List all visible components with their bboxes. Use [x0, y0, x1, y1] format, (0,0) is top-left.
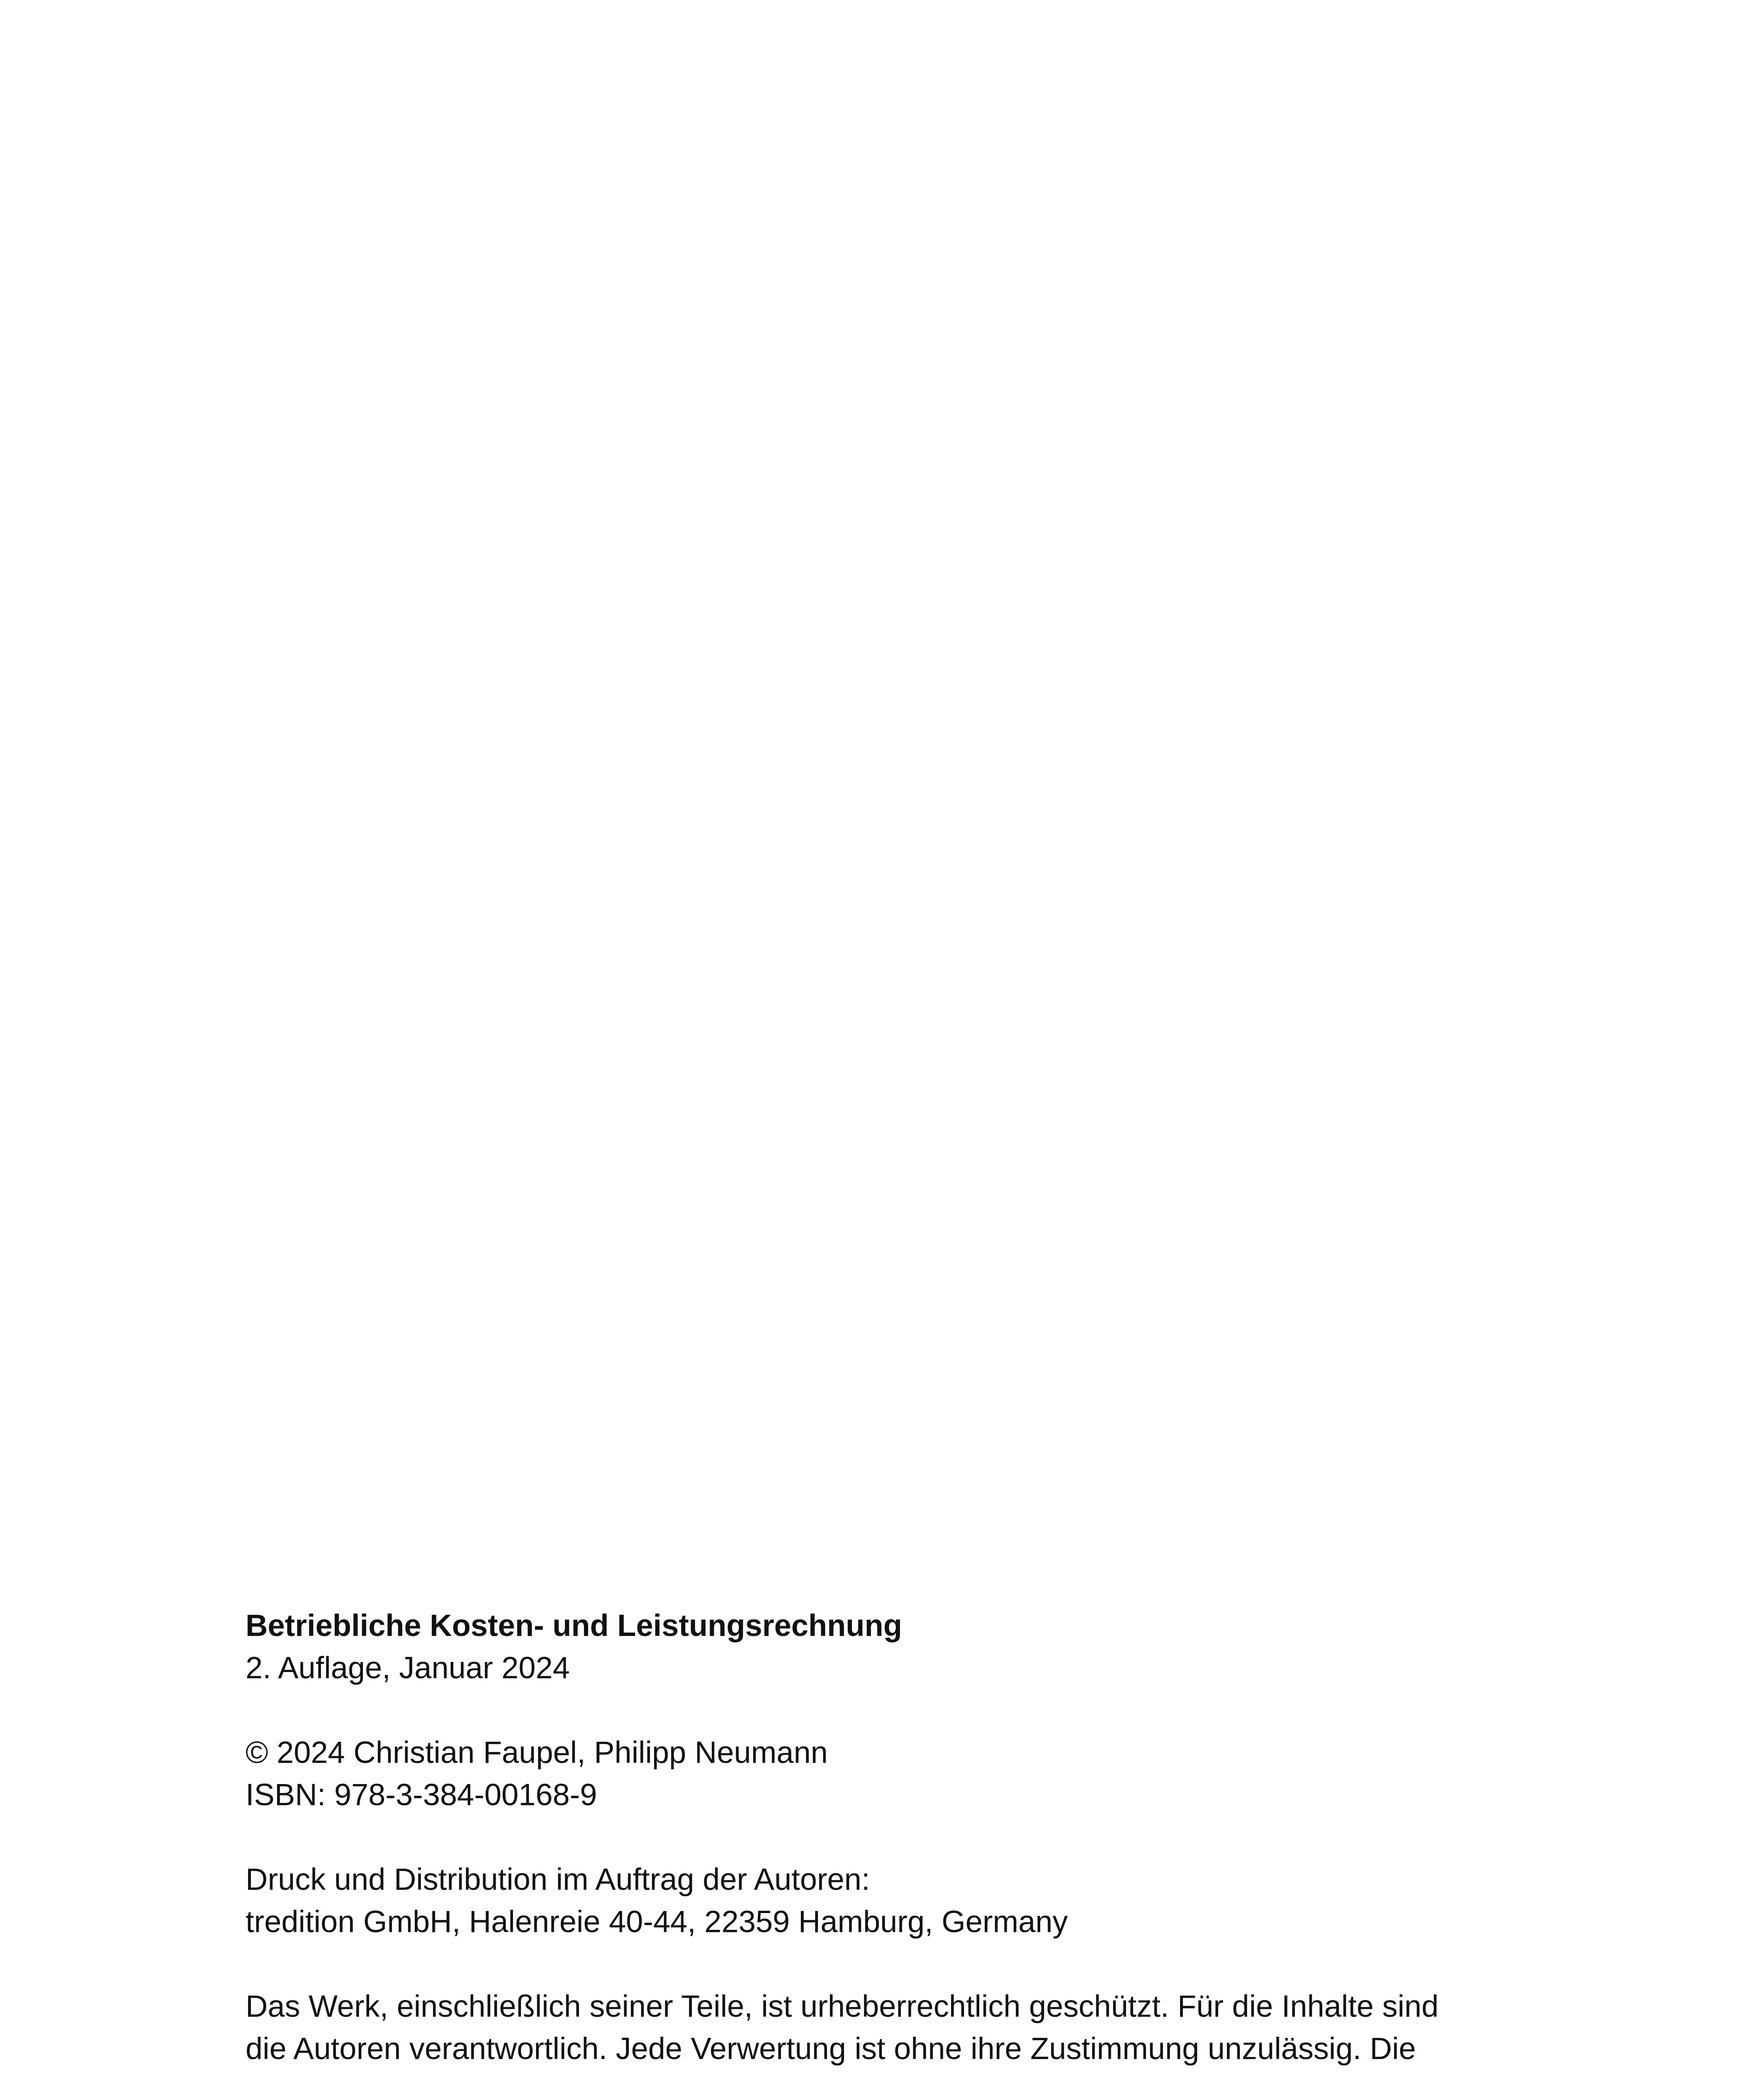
imprint-block	[246, 1604, 1490, 2074]
publisher-address: tredition GmbH, Halenreie 40-44, 22359 Hamburg, Germany	[246, 1904, 1068, 1939]
isbn-line: ISBN: 978-3-384-00168-9	[246, 1777, 597, 1812]
edition-info: 2. Auflage, Januar 2024	[246, 1650, 570, 1685]
legal-notice	[246, 1985, 1490, 2074]
distribution-group	[246, 1858, 1490, 1943]
legal-line-2: die Autoren verantwortlich. Jede Verwertung ist ohne ihre Zustimmung unzulässig. Die	[246, 2031, 1416, 2066]
title-edition-group	[246, 1604, 1490, 1689]
copyright-line: © 2024 Christian Faupel, Philipp Neumann	[246, 1735, 828, 1770]
distribution-label: Druck und Distribution im Auftrag der Autoren:	[246, 1862, 870, 1896]
legal-line-3	[246, 2070, 1490, 2074]
book-title: Betriebliche Kosten- und Leistungsrechnung	[246, 1608, 902, 1643]
copyright-isbn-group	[246, 1731, 1490, 1816]
legal-line-1: Das Werk, einschließlich seiner Teile, ist urheberrechtlich geschützt. Für die Inhalte sind	[246, 1989, 1439, 2023]
